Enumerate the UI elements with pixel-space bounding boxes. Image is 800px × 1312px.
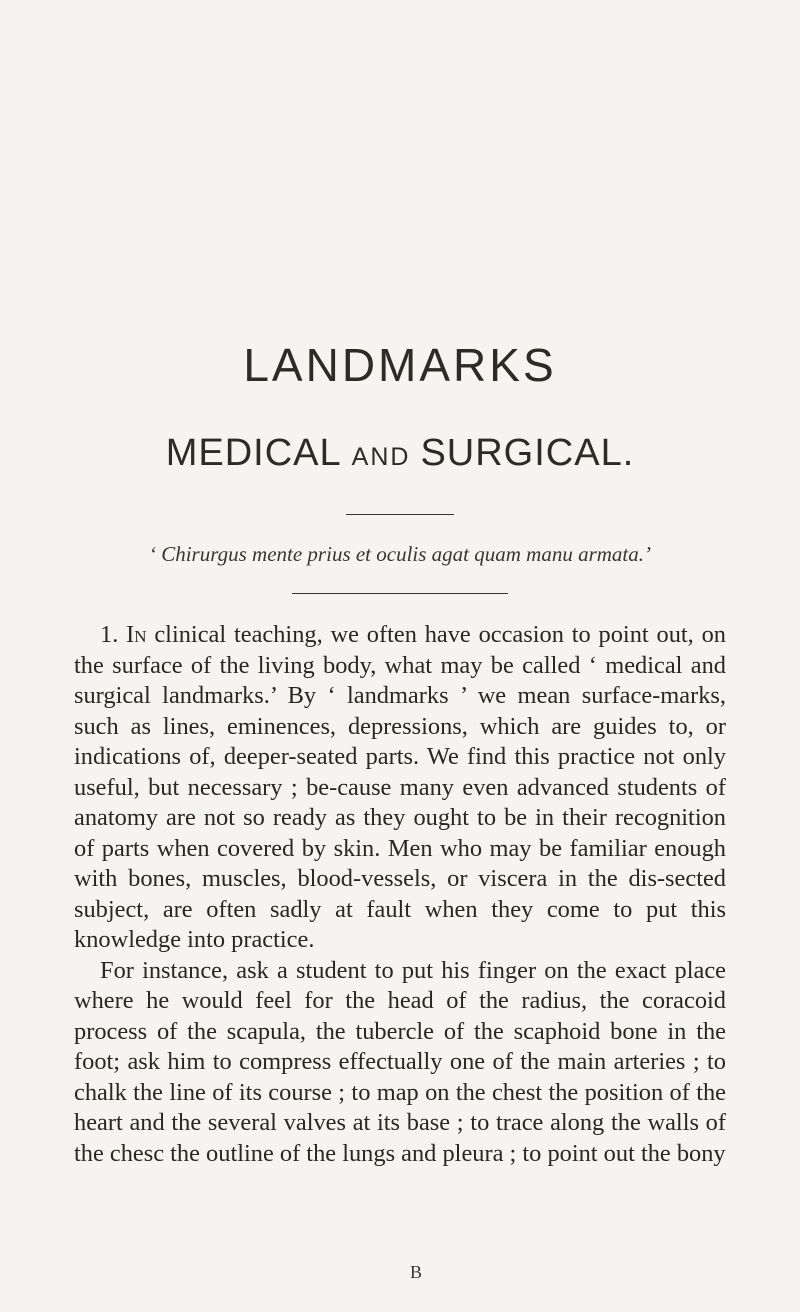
page-subtitle (0, 432, 800, 475)
divider-top (346, 514, 454, 515)
paragraph-lead-word: In (126, 621, 147, 648)
paragraph-2: For instance, ask a student to put his finger on the exact place where he would feel for the head of the radius, the coracoid process of the scapula, the tubercle of the scaphoid bone in the foot; ask him to compress effectually one of the main arteries ; to chalk the line of its course ; to map on the chest the position of the heart and the several valves at its base ; to trace along the walls of the chesc the outline of the lungs and pleura ; to point out the bony (74, 956, 726, 1167)
subtitle-part-and: AND (351, 443, 411, 471)
page-title: LANDMARKS (243, 339, 557, 391)
motto: ‘ Chirurgus mente prius et oculis agat quam manu armata.’ (148, 542, 652, 566)
signature-mark: B (409, 1262, 422, 1282)
divider-bottom (292, 593, 508, 594)
paragraph-number: 1. (100, 621, 127, 648)
subtitle-part-surgical: SURGICAL. (420, 432, 635, 474)
paragraph-1-text: clinical teaching, we often have occasion to point out, on the surface of the living body, what may be called ‘ medical and surgical landmarks.’ By ‘ landmarks ’ we mean surface-marks, such as lines, eminences, depressions, which are guides to, or indications of, deeper-seated parts. We find this practice not only useful, but necessary ; be-cause many even advanced students of anatomy are not so ready as they ought to be in their recognition of parts when covered by skin. Men who may be familiar enough with bones, muscles, blood-vessels, or viscera in the dis-sected subject, are often sadly at fault when they come to put this knowledge into practice. (74, 621, 726, 953)
body-text (74, 620, 726, 1169)
subtitle-part-medical: MEDICAL (165, 432, 342, 474)
paragraph-1 (74, 620, 726, 956)
